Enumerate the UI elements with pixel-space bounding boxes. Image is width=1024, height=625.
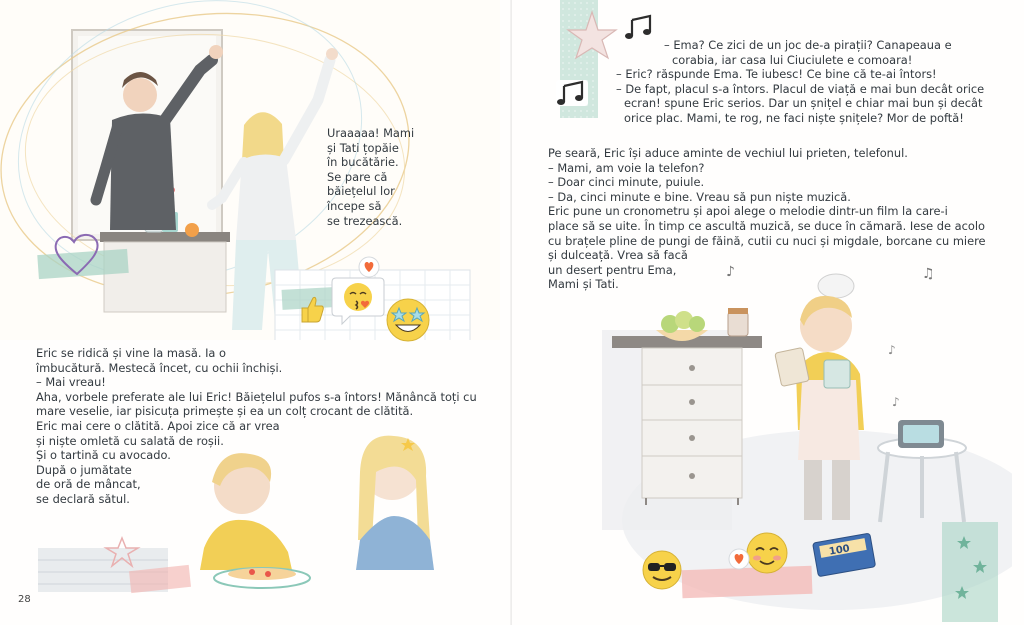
story-line: cu brațele pline de pungi de făină, cutii cu nuci și migdale, borcane cu miere <box>548 233 986 248</box>
caption-line: se trezească. <box>327 213 403 228</box>
story-line: Aha, vorbele preferate ale lui Eric! Băiețelul pufos s-a întors! Mănâncă toți cu <box>36 389 477 404</box>
svg-text:♪: ♪ <box>726 264 735 280</box>
book-label: 100 <box>828 543 851 558</box>
caption-line: și Tati țopăie <box>327 140 399 155</box>
dialogue-line: – De fapt, placul s-a întors. Placul de viață e mai bun decât orice <box>616 81 985 96</box>
illustration-kids-eating <box>30 420 470 625</box>
story-line: și dulceață. Vrea să facă <box>548 248 688 263</box>
story-line: Eric mai cere o clătită. Apoi zice că ar vrea <box>36 418 280 433</box>
caption-line: Uraaaaa! Mami <box>327 126 415 140</box>
caption-text <box>327 126 414 228</box>
illustration-parents-dancing <box>0 0 500 340</box>
story-line: – Mai vreau! <box>36 375 106 390</box>
story-line: un desert pentru Ema, <box>548 262 677 277</box>
dialogue-text <box>616 38 984 126</box>
story-line: se declară sătul. <box>36 491 130 506</box>
heart-icon <box>50 230 104 280</box>
dialogue-line: orice plac. Mami, te rog, ne faci niște șnițele? Mor de poftă! <box>624 110 964 125</box>
story-line: îmbucătură. Mestecă încet, cu ochii închiși. <box>36 360 283 375</box>
story-line: mare veselie, iar pisicuța primește și ea un colț crocant de clătită. <box>36 404 414 419</box>
caption-line: băiețelul lor <box>327 184 395 199</box>
page-number: 28 <box>18 594 31 605</box>
heart-bubble-icon <box>728 548 750 570</box>
svg-text:♪: ♪ <box>892 395 900 409</box>
story-line: Eric se ridică și vine la masă. Ia o <box>36 346 226 360</box>
story-line: și niște omletă cu salată de roșii. <box>36 433 224 448</box>
story-line: de oră de mâncat, <box>36 477 141 492</box>
thumbs-up-icon <box>298 294 326 324</box>
svg-text:♫: ♫ <box>922 266 935 282</box>
story-line: Eric pune un cronometru și apoi alege o melodie dintr-un film la care-i <box>548 204 948 219</box>
story-line: Și o tartină cu avocado. <box>36 448 171 463</box>
caption-line: Se pare că <box>327 169 388 184</box>
svg-text:♪: ♪ <box>888 343 896 357</box>
story-line: – Doar cinci minute, puiule. <box>548 175 705 190</box>
dialogue-line: – Ema? Ce zici de un joc de-a pirații? Canapeaua e <box>664 38 952 52</box>
story-line: – Da, cinci minute e bine. Vreau să pun niște muzică. <box>548 189 851 204</box>
emoji-sunglasses-icon <box>640 548 684 592</box>
story-line: Mami și Tati. <box>548 277 619 292</box>
right-page <box>512 0 1024 625</box>
story-line: – Mami, am voie la telefon? <box>548 160 705 175</box>
music-note-icon <box>624 14 656 40</box>
dialogue-line: corabia, iar casa lui Ciuciulete e comoara! <box>672 52 913 67</box>
music-note-icon <box>556 80 588 106</box>
dialogue-line: – Eric? răspunde Ema. Te iubesc! Ce bine că te-ai întors! <box>616 67 937 82</box>
heart-bubble-icon <box>358 256 380 278</box>
caption-line: începe să <box>327 198 382 213</box>
emoji-kiss-icon <box>330 270 386 330</box>
emoji-star-eyes-icon <box>384 296 432 344</box>
dialogue-line: ecran! spune Eric serios. Dar un șnițel e chiar mai bun și decât <box>624 96 983 111</box>
caption-line: în bucătărie. <box>327 155 399 170</box>
story-line: Pe seară, Eric își aduce aminte de vechiul lui prieten, telefonul. <box>548 146 908 160</box>
story-line: place să se uite. În timp ce ascultă muzică, se duce în cămară. Iese de acolo <box>548 218 985 233</box>
story-line: După o jumătate <box>36 462 132 477</box>
